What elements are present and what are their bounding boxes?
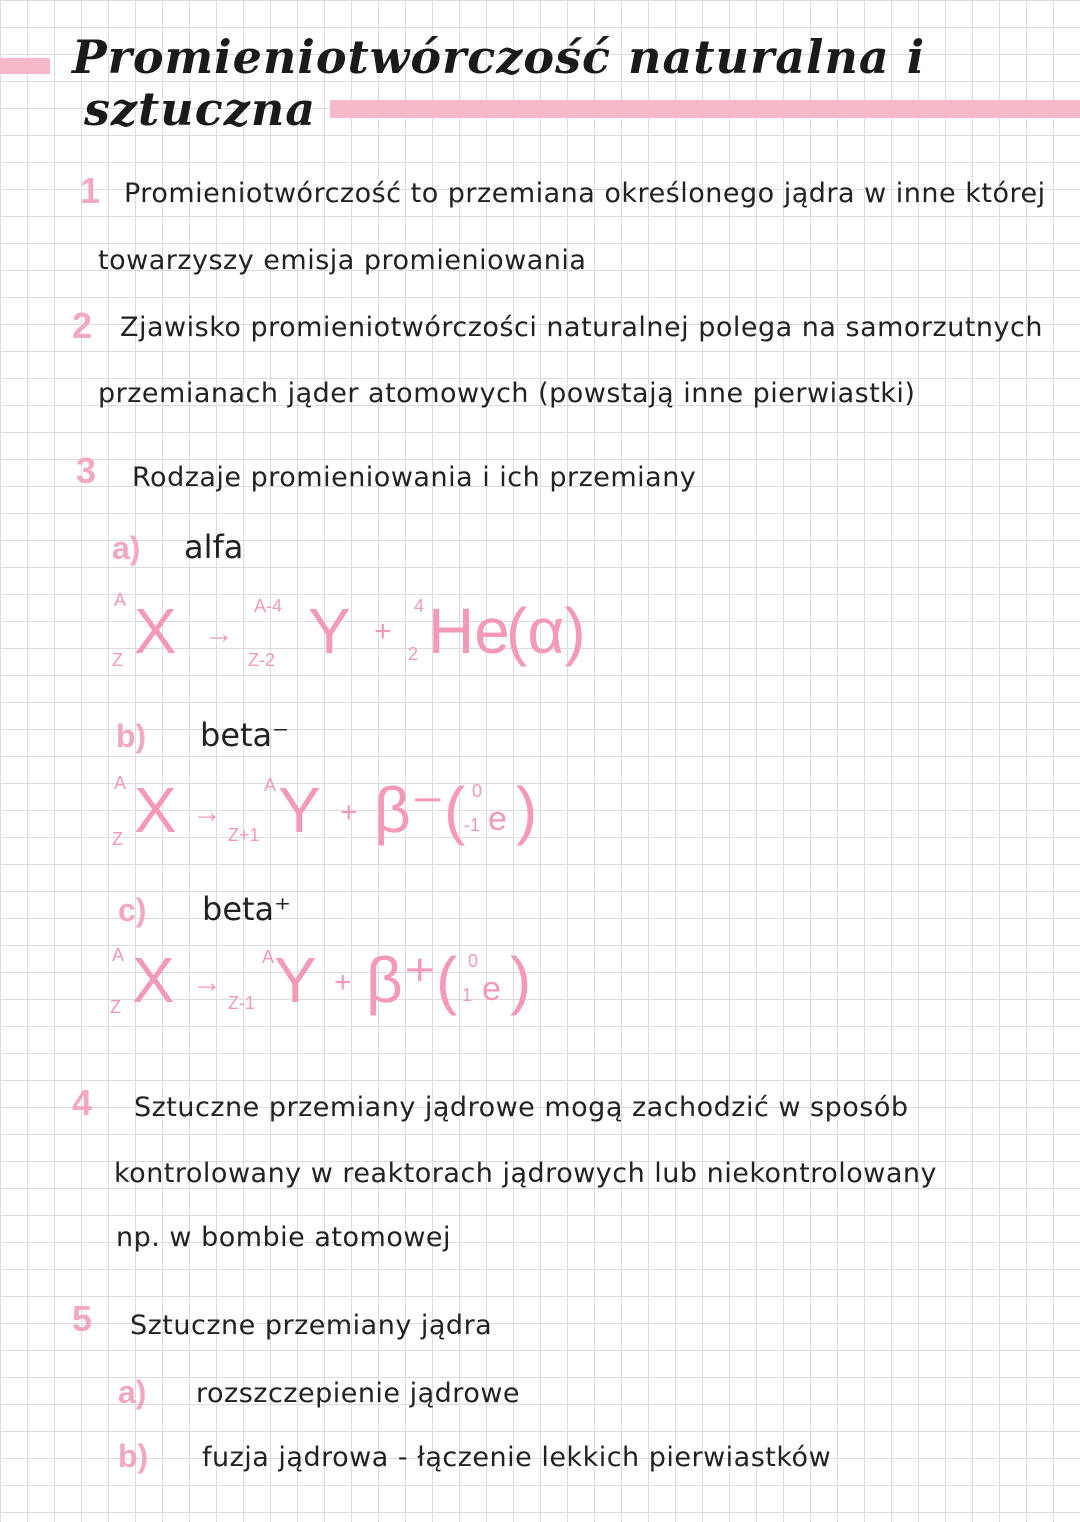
point-2-line2: przemianach jąder atomowych (powstają inne pierwiastki) <box>98 378 916 409</box>
beta-plus-daughter-mass: A <box>262 947 275 967</box>
point-4-line3: np. w bombie atomowej <box>116 1222 452 1253</box>
alpha-atomic-number: Z <box>112 650 123 670</box>
point-3-line1: Rodzaje promieniowania i ich przemiany <box>132 462 697 493</box>
beta-minus-daughter-nucleus: Y <box>278 774 321 846</box>
point-1-line2: towarzyszy emisja promieniowania <box>98 245 587 276</box>
alpha-daughter-nucleus: Y <box>308 595 351 667</box>
alpha-daughter-number: Z-2 <box>248 650 275 670</box>
beta-plus-particle-symbol: β⁺ <box>366 944 437 1016</box>
decay-beta-plus-name: beta⁺ <box>202 890 292 928</box>
beta-minus-daughter-number: Z+1 <box>228 825 260 845</box>
beta-minus-electron-charge: -1 <box>464 815 481 835</box>
beta-minus-electron-symbol: e <box>488 800 507 838</box>
beta-minus-electron-mass: 0 <box>472 781 483 801</box>
point-2-number: 2 <box>72 305 93 346</box>
beta-plus-daughter-nucleus: Y <box>274 944 317 1016</box>
artificial-a-letter: a) <box>118 1374 147 1410</box>
page-title-line2: sztuczna <box>84 82 317 136</box>
alpha-daughter-mass: A-4 <box>254 596 283 616</box>
decay-beta-minus-equation <box>108 768 628 868</box>
point-5-line1: Sztuczne przemiany jądra <box>130 1310 493 1341</box>
alpha-parent-nucleus: X <box>134 595 177 667</box>
beta-minus-particle-symbol: β⁻ <box>374 774 445 846</box>
title-highlight-right <box>330 100 1080 118</box>
beta-plus-electron-mass: 0 <box>468 951 479 971</box>
point-1-number: 1 <box>80 170 101 211</box>
decay-alpha-equation <box>108 585 628 685</box>
beta-plus-close-paren: ) <box>510 944 532 1016</box>
page-title-line1: Promieniotwórczość naturalna i <box>72 30 926 84</box>
artificial-a-text: rozszczepienie jądrowe <box>196 1378 521 1409</box>
artificial-b-letter: b) <box>118 1438 149 1474</box>
alpha-particle-mass: 4 <box>414 596 425 616</box>
beta-plus-mass-number: A <box>112 945 125 965</box>
alpha-arrow-icon: → <box>204 617 234 650</box>
decay-beta-plus-letter: c) <box>118 892 147 928</box>
alpha-particle-symbol: He <box>428 595 510 667</box>
decay-beta-plus-equation <box>106 936 626 1036</box>
beta-minus-close-paren: ) <box>516 774 538 846</box>
decay-beta-minus-letter: b) <box>116 718 147 754</box>
point-4-line2: kontrolowany w reaktorach jądrowych lub niekontrolowany <box>114 1158 938 1189</box>
point-3-number: 3 <box>76 450 97 491</box>
point-2-line1: Zjawisko promieniotwórczości naturalnej polega na samorzutnych <box>120 312 1043 343</box>
decay-alpha-name: alfa <box>184 528 244 566</box>
point-4-line1: Sztuczne przemiany jądrowe mogą zachodzić w sposób <box>134 1092 909 1123</box>
artificial-b-text: fuzja jądrowa - łączenie lekkich pierwiastków <box>202 1442 832 1473</box>
beta-minus-parent-nucleus: X <box>134 774 177 846</box>
beta-minus-atomic-number: Z <box>112 829 123 849</box>
beta-plus-electron-charge: 1 <box>462 985 473 1005</box>
beta-minus-arrow-icon: → <box>192 796 222 829</box>
alpha-mass-number: A <box>114 590 127 610</box>
beta-plus-arrow-icon: → <box>192 966 222 999</box>
beta-plus-parent-nucleus: X <box>132 944 175 1016</box>
beta-plus-open-paren: ( <box>436 944 458 1016</box>
decay-beta-minus-name: beta⁻ <box>200 716 290 754</box>
point-5-number: 5 <box>72 1298 93 1339</box>
point-1-line1: Promieniotwórczość to przemiana określonego jądra w inne której <box>124 178 1046 209</box>
beta-plus-daughter-number: Z-1 <box>228 993 255 1013</box>
point-4-number: 4 <box>72 1082 93 1123</box>
alpha-particle-label: (α) <box>506 595 586 667</box>
beta-plus-atomic-number: Z <box>110 997 121 1017</box>
decay-alpha-letter: a) <box>112 530 141 566</box>
beta-plus-plus: + <box>334 966 352 999</box>
beta-minus-daughter-mass: A <box>264 775 277 795</box>
beta-minus-plus: + <box>340 796 358 829</box>
alpha-plus: + <box>374 615 392 648</box>
beta-plus-electron-symbol: e <box>482 970 501 1008</box>
beta-minus-open-paren: ( <box>444 774 466 846</box>
title-highlight-left <box>0 58 50 74</box>
alpha-particle-number: 2 <box>408 644 419 664</box>
beta-minus-mass-number: A <box>114 773 127 793</box>
